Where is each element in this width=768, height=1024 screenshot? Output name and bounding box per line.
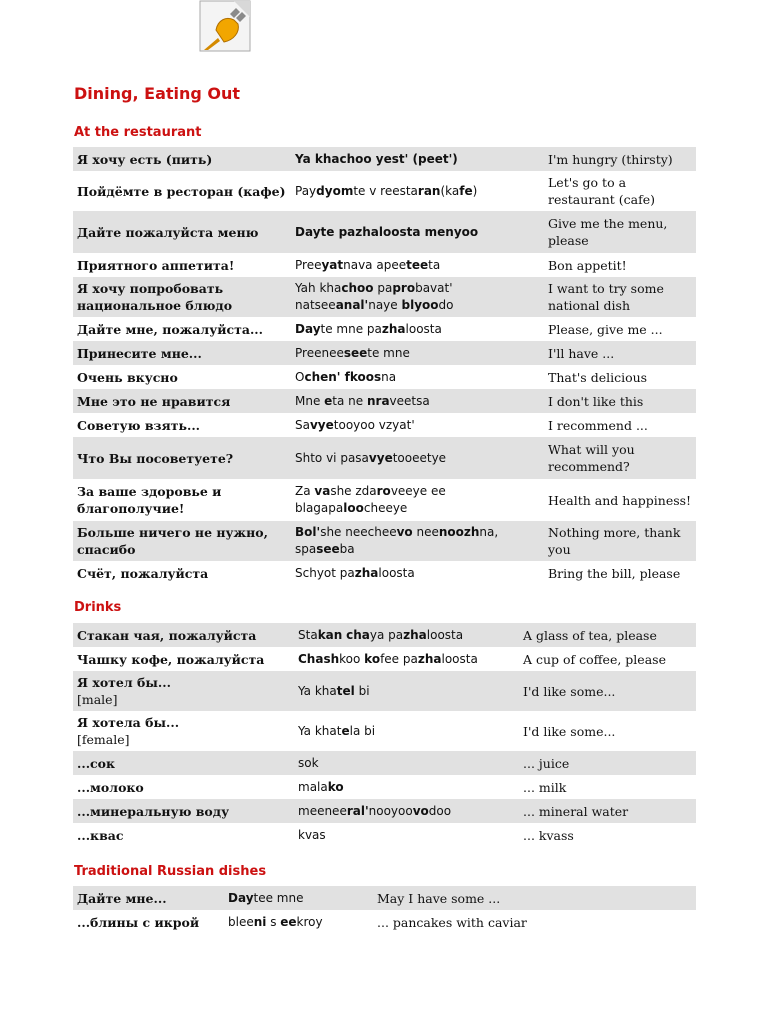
russian-phrase: Больше ничего не нужно, спасибо: [73, 521, 291, 561]
english-translation: Nothing more, thank you: [544, 521, 696, 561]
table-row: [73, 211, 696, 253]
phrase-table-dishes: [73, 886, 696, 934]
transliteration: Ya khatela bi: [298, 723, 376, 738]
russian-phrase: Я хотела бы... [female]: [77, 715, 180, 747]
english-translation: I'd like some...: [519, 671, 696, 711]
transliteration: Preeyatnava apeeteeta: [295, 257, 441, 272]
russian-phrase: Приятного аппетита!: [77, 257, 235, 273]
phrase-table-restaurant: [73, 147, 696, 585]
table-row: [73, 623, 696, 647]
russian-phrase: Что Вы посоветуете?: [73, 437, 291, 479]
table-row: [73, 479, 696, 521]
english-translation: I don't like this: [544, 389, 696, 413]
section-title-drinks: Drinks: [74, 600, 122, 615]
english-translation: Bon appetit!: [548, 257, 627, 273]
table-row: [73, 171, 696, 211]
table-row: [73, 365, 696, 389]
english-translation: ... juice: [519, 751, 696, 775]
transliteration: Ochen' fkoosna: [295, 369, 397, 384]
table-row: [73, 277, 696, 317]
plugin-icon: [196, 0, 254, 52]
transliteration: Ya khatel bi: [294, 671, 519, 711]
transliteration: Schyot pazhaloosta: [295, 565, 415, 580]
russian-phrase: Пойдёмте в ресторан (кафе): [77, 183, 286, 199]
english-translation: ... mineral water: [519, 799, 696, 823]
transliteration: Preeneeseete mne: [291, 341, 544, 365]
transliteration: sok: [294, 751, 519, 775]
table-row: [73, 521, 696, 561]
english-translation: That's delicious: [548, 369, 648, 385]
transliteration: Stakan chaya pazhaloosta: [294, 623, 519, 647]
english-translation: Please, give me ...: [548, 321, 663, 337]
transliteration: malako: [298, 779, 344, 794]
russian-phrase: Дайте мне...: [73, 886, 224, 910]
english-translation: Give me the menu, please: [544, 211, 696, 253]
table-row: [73, 711, 696, 751]
table-row: [73, 561, 696, 585]
english-translation: A glass of tea, please: [519, 623, 696, 647]
english-translation: ... milk: [523, 779, 567, 795]
russian-phrase: Мне это не нравится: [73, 389, 291, 413]
russian-phrase: За ваше здоровье и благополучие!: [77, 484, 222, 516]
russian-phrase: Очень вкусно: [77, 369, 178, 385]
russian-phrase: ...сок: [73, 751, 294, 775]
table-row: [73, 751, 696, 775]
table-row: [73, 775, 696, 799]
russian-phrase: ...молоко: [77, 779, 144, 795]
gender-note: [female]: [77, 732, 130, 747]
english-translation: What will you recommend?: [544, 437, 696, 479]
russian-phrase: Принесите мне...: [73, 341, 291, 365]
transliteration: Paydyomte v reestaran(kafe): [295, 183, 478, 198]
russian-phrase: ...блины с икрой: [77, 914, 200, 930]
russian-phrase: Я хотел бы... [male]: [73, 671, 294, 711]
table-row: [73, 886, 696, 910]
english-translation: Bring the bill, please: [548, 565, 681, 581]
english-translation: I recommend ...: [548, 417, 648, 433]
transliteration: Dayte mne pazhaloosta: [295, 321, 442, 336]
english-translation: I want to try some national dish: [544, 277, 696, 317]
table-row: [73, 671, 696, 711]
russian-phrase: Дайте пожалуйста меню: [73, 211, 291, 253]
table-row: [73, 253, 696, 277]
english-translation: Health and happiness!: [548, 492, 692, 508]
english-translation: ... pancakes with caviar: [377, 914, 527, 930]
transliteration: Daytee mne: [224, 886, 373, 910]
table-row: [73, 823, 696, 847]
english-translation: May I have some ...: [373, 886, 696, 910]
section-title-restaurant: At the restaurant: [74, 125, 202, 140]
transliteration: kvas: [298, 827, 326, 842]
section-title-dishes: Traditional Russian dishes: [74, 864, 267, 879]
transliteration: Ya khachoo yest' (peet'): [291, 147, 544, 171]
english-translation: A cup of coffee, please: [523, 651, 666, 667]
table-row: [73, 389, 696, 413]
transliteration: Shto vi pasavyetooeetye: [291, 437, 544, 479]
russian-phrase: Я хочу есть (пить): [73, 147, 291, 171]
table-row: [73, 147, 696, 171]
russian-phrase: Дайте мне, пожалуйста...: [77, 321, 264, 337]
table-row: [73, 317, 696, 341]
table-row: [73, 413, 696, 437]
transliteration: Bol'she neecheevo neenoozhna, spaseeba: [291, 521, 544, 561]
russian-phrase: ...минеральную воду: [73, 799, 294, 823]
transliteration: Yah khachoo paprobavat' natseeanal'naye blyoodo: [291, 277, 544, 317]
english-translation: I'm hungry (thirsty): [544, 147, 696, 171]
table-row: [73, 910, 696, 934]
phrase-table-drinks: [73, 623, 696, 847]
russian-phrase: ...квас: [77, 827, 124, 843]
russian-phrase: Чашку кофе, пожалуйста: [77, 651, 265, 667]
transliteration: Za vashe zdaroveeye ee blagapaloocheeye: [295, 484, 446, 515]
russian-phrase: Стакан чая, пожалуйста: [73, 623, 294, 647]
russian-phrase: Советую взять...: [77, 417, 201, 433]
russian-phrase: Счёт, пожалуйста: [77, 565, 209, 581]
english-translation: ... kvass: [523, 827, 574, 843]
english-translation: I'd like some...: [523, 723, 616, 739]
table-row: [73, 437, 696, 479]
russian-phrase: Я хочу попробовать национальное блюдо: [73, 277, 291, 317]
table-row: [73, 799, 696, 823]
transliteration: Dayte pazhaloosta menyoo: [291, 211, 544, 253]
page-title: Dining, Eating Out: [74, 84, 241, 103]
english-translation: Let's go to a restaurant (cafe): [548, 175, 656, 207]
table-row: [73, 647, 696, 671]
transliteration: Mne eta ne nraveetsa: [291, 389, 544, 413]
gender-note: [male]: [77, 692, 118, 707]
table-row: [73, 341, 696, 365]
english-translation: I'll have ...: [544, 341, 696, 365]
transliteration: Chashkoo kofee pazhaloosta: [298, 651, 478, 666]
transliteration: meeneeral'nooyoovodoo: [294, 799, 519, 823]
transliteration: Savyetooyoo vzyat': [295, 417, 415, 432]
transliteration: bleeni s eekroy: [228, 914, 323, 929]
